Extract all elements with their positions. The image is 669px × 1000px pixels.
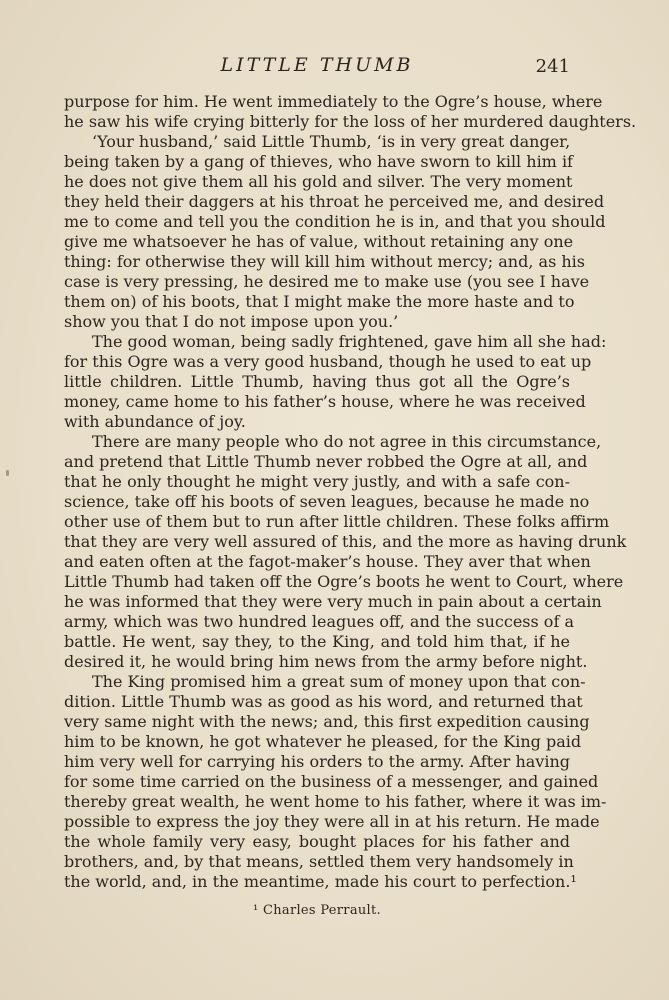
text-line: little children. Little Thumb, having thus got all the Ogre’s (64, 372, 570, 391)
text-line: brothers, and, by that means, settled them very handsomely in (64, 852, 574, 871)
text-line: thereby great wealth, he went home to his father, where it was im- (64, 792, 607, 811)
text-line: and eaten often at the fagot-maker’s house. They aver that when (64, 552, 591, 571)
text-line: they held their daggers at his throat he perceived me, and desired (64, 192, 605, 211)
text-line: me to come and tell you the condition he is in, and that you should (64, 212, 606, 231)
text-line: The good woman, being sadly frightened, gave him all she had: (92, 332, 607, 351)
paragraph (64, 432, 627, 672)
text-line: give me whatsoever he has of value, without retaining any one (64, 232, 574, 251)
page-number: 241 (535, 56, 570, 77)
text-line: possible to express the joy they were all in at his return. He made (64, 812, 600, 831)
text-line: him to be known, he got whatever he pleased, for the King paid (64, 732, 582, 751)
text-line: other use of them but to run after little children. These folks affirm (64, 512, 610, 531)
paragraph (64, 332, 607, 432)
text-line: being taken by a gang of thieves, who have sworn to kill him if (64, 152, 573, 171)
margin-speck (6, 470, 9, 476)
body-text (64, 92, 637, 892)
text-line: and pretend that Little Thumb never robbed the Ogre at all, and (64, 452, 588, 471)
text-line: he was informed that they were very much in pain about a certain (64, 592, 602, 611)
page-header (64, 52, 570, 82)
text-line: that they are very well assured of this, and the more as having drunk (64, 532, 627, 551)
running-head: LITTLE THUMB (220, 54, 414, 76)
paragraph (64, 92, 637, 132)
text-line: show you that I do not impose upon you.’ (64, 312, 399, 331)
text-line: very same night with the news; and, this first expedition causing (64, 712, 590, 731)
text-line: dition. Little Thumb was as good as his word, and returned that (64, 692, 583, 711)
text-line: battle. He went, say they, to the King, and told him that, if he (64, 632, 570, 651)
text-line: for this Ogre was a very good husband, though he used to eat up (64, 352, 592, 371)
text-line: purpose for him. He went immediately to the Ogre’s house, where (64, 92, 603, 111)
text-line: There are many people who do not agree in this circumstance, (92, 432, 602, 451)
text-line: him very well for carrying his orders to the army. After having (64, 752, 570, 771)
paragraph (64, 672, 607, 892)
text-line: the whole family very easy, bought places for his father and (64, 832, 570, 851)
text-line: he saw his wife crying bitterly for the loss of her murdered daughters. (64, 112, 637, 131)
text-line: he does not give them all his gold and silver. The very moment (64, 172, 573, 191)
text-line: thing: for otherwise they will kill him without mercy; and, as his (64, 252, 585, 271)
text-line: desired it, he would bring him news from the army before night. (64, 652, 588, 671)
text-line: the world, and, in the meantime, made his court to perfection.¹ (64, 872, 577, 891)
text-line: for some time carried on the business of a messenger, and gained (64, 772, 599, 791)
text-line: that he only thought he might very justly, and with a safe con- (64, 472, 570, 491)
text-line: them on) of his boots, that I might make the more haste and to (64, 292, 575, 311)
footnote: ¹ Charles Perrault. (253, 903, 381, 918)
text-line: money, came home to his father’s house, where he was received (64, 392, 586, 411)
text-line: army, which was two hundred leagues off, and the success of a (64, 612, 574, 631)
text-line: science, take off his boots of seven leagues, because he made no (64, 492, 590, 511)
text-line: case is very pressing, he desired me to make use (you see I have (64, 272, 590, 291)
text-line: The King promised him a great sum of money upon that con- (92, 672, 586, 691)
text-line: Little Thumb had taken off the Ogre’s boots he went to Court, where (64, 572, 624, 591)
text-line: with abundance of joy. (64, 412, 246, 431)
paragraph (64, 132, 606, 332)
text-line: ‘Your husband,’ said Little Thumb, ‘is in very great danger, (92, 132, 571, 151)
